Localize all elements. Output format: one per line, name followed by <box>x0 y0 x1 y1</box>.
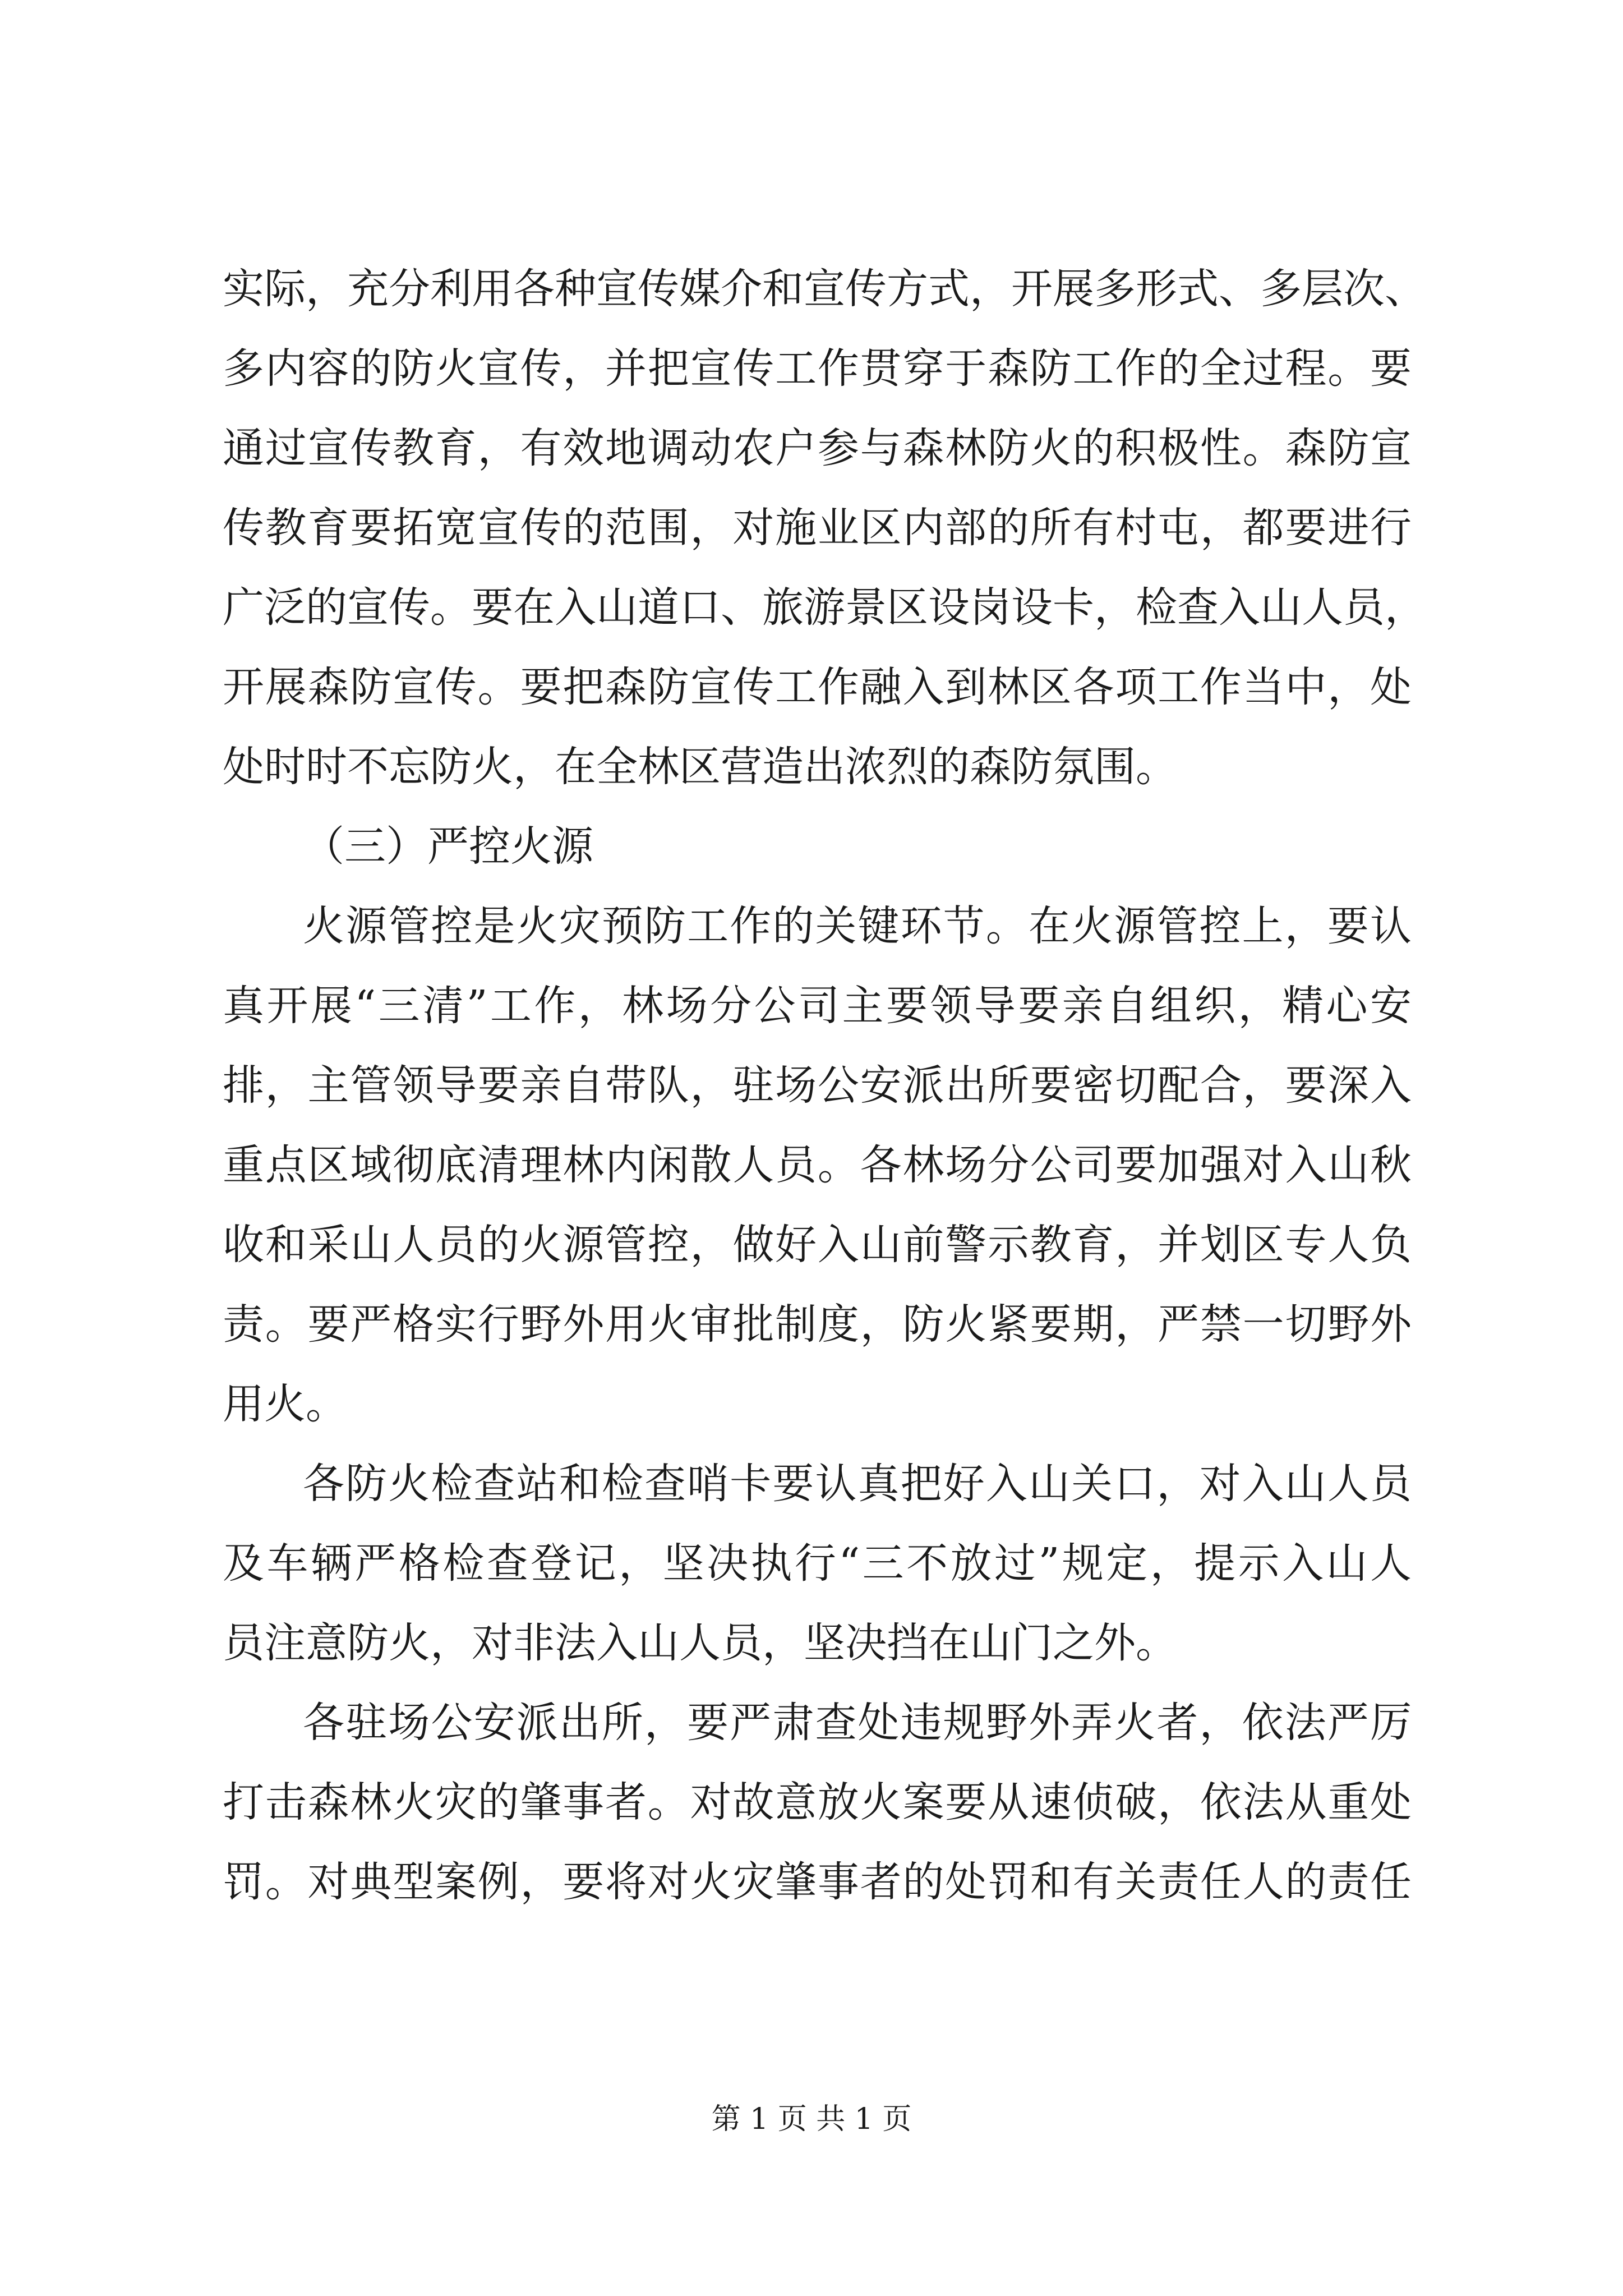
text-line: 员注意防火，对非法入山人员，坚决挡在山门之外。 <box>223 1619 1177 1667</box>
text-line: 多内容的防火宣传，并把宣传工作贯穿于森防工作的全过程。要 <box>223 344 1412 393</box>
text-line: 处时时不忘防火，在全林区营造出浓烈的森防氛围。 <box>223 743 1177 791</box>
text-line: 重点区域彻底清理林内闲散人员。各林场分公司要加强对入山秋 <box>223 1141 1412 1189</box>
text-line: 罚。对典型案例，要将对火灾肇事者的处罚和有关责任人的责任 <box>223 1858 1412 1906</box>
text-line: 真开展“三清”工作，林场分公司主要领导要亲自组织，精心安 <box>223 982 1412 1030</box>
paragraph-first-line: 火源管控是火灾预防工作的关键环节。在火源管控上，要认 <box>303 902 1412 950</box>
paragraph-first-line: 各驻场公安派出所，要严肃查处违规野外弄火者，依法严厉 <box>303 1699 1412 1747</box>
text-line: 打击森林火灾的肇事者。对故意放火案要从速侦破，依法从重处 <box>223 1778 1412 1826</box>
paragraph-first-line: 各防火检查站和检查哨卡要认真把好入山关口，对入山人员 <box>303 1460 1412 1508</box>
text-line: 收和采山人员的火源管控，做好入山前警示教育，并划区专人负 <box>223 1221 1412 1269</box>
text-line: 广泛的宣传。要在入山道口、旅游景区设岗设卡，检查入山人员， <box>223 583 1426 632</box>
text-line: 排，主管领导要亲自带队，驻场公安派出所要密切配合，要深入 <box>223 1061 1412 1110</box>
section-heading: （三）严控火源 <box>303 822 593 871</box>
text-line: 用火。 <box>223 1380 347 1428</box>
text-line: 实际，充分利用各种宣传媒介和宣传方式，开展多形式、多层次、 <box>223 265 1426 313</box>
text-line: 传教育要拓宽宣传的范围，对施业区内部的所有村屯，都要进行 <box>223 504 1412 552</box>
text-line: 通过宣传教育，有效地调动农户参与森林防火的积极性。森防宣 <box>223 424 1412 472</box>
text-line: 开展森防宣传。要把森防宣传工作融入到林区各项工作当中，处 <box>223 663 1412 711</box>
page-number-footer: 第 1 页 共 1 页 <box>711 2102 912 2136</box>
text-line: 及车辆严格检查登记，坚决执行“三不放过”规定，提示入山人 <box>223 1539 1412 1588</box>
text-line: 责。要严格实行野外用火审批制度，防火紧要期，严禁一切野外 <box>223 1300 1412 1349</box>
